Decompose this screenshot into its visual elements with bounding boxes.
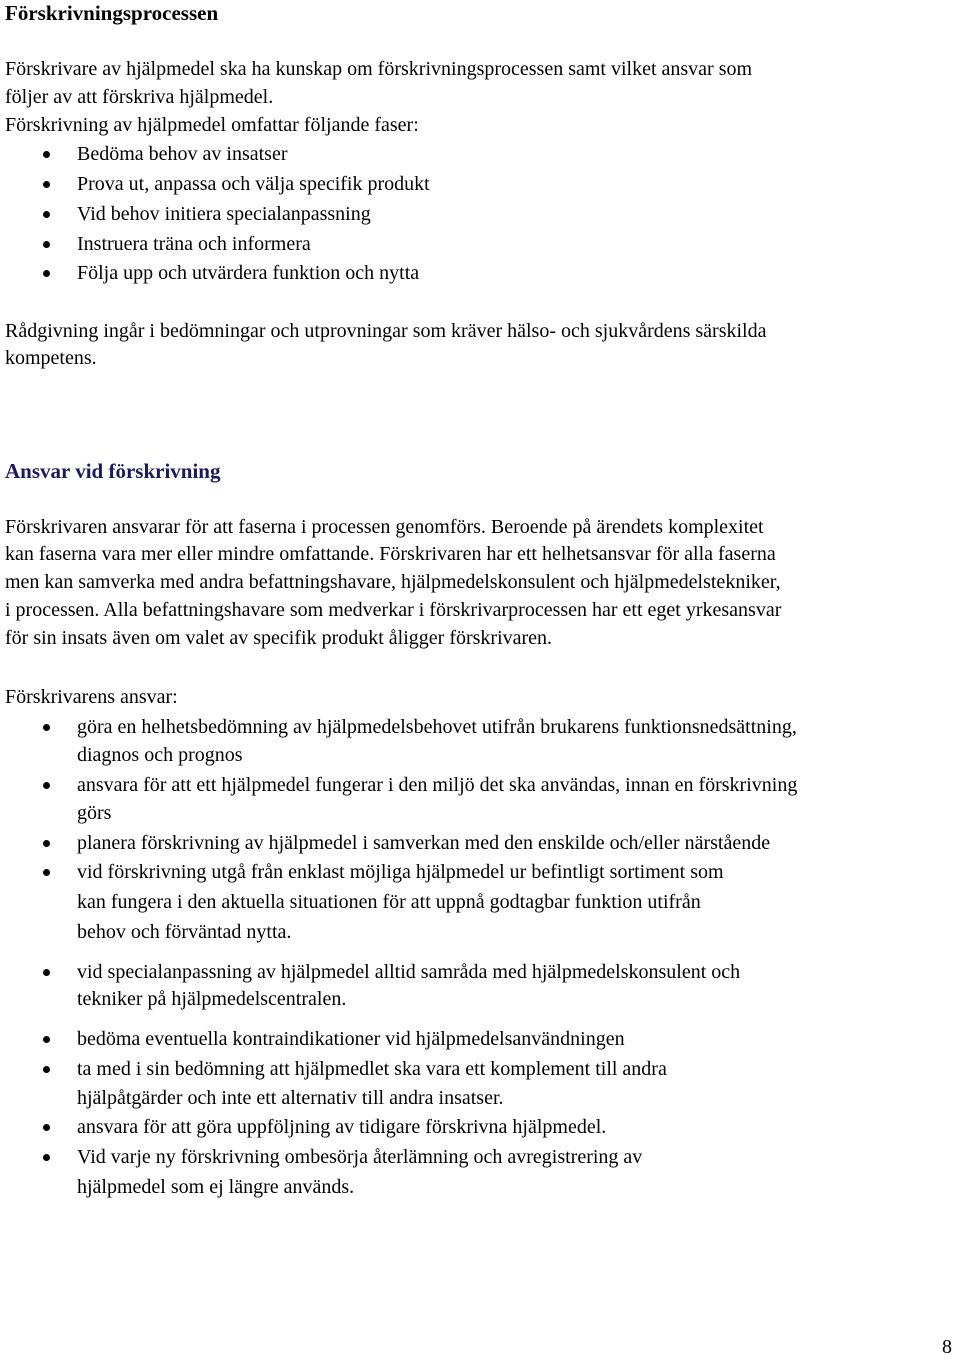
intro-text: Förskrivning av hjälpmedel omfattar följande faser: bbox=[5, 114, 419, 136]
bullet-icon bbox=[43, 181, 50, 188]
bullet-icon bbox=[43, 1036, 50, 1043]
responsibility-item: ansvara för att ett hjälpmedel fungerar i den miljö det ska användas, innan en förskrivning bbox=[77, 774, 798, 796]
responsibility-item: behov och förväntad nytta. bbox=[77, 921, 292, 943]
bullet-icon bbox=[43, 969, 50, 976]
responsibility-paragraph: kan faserna vara mer eller mindre omfattande. Förskrivaren har ett helhetsansvar för alla faserna bbox=[5, 543, 776, 565]
advice-text: Rådgivning ingår i bedömningar och utprovningar som kräver hälso- och sjukvårdens särskilda bbox=[5, 320, 767, 342]
responsibility-item: hjälpåtgärder och inte ett alternativ till andra insatser. bbox=[77, 1087, 504, 1109]
responsibility-item: hjälpmedel som ej längre används. bbox=[77, 1176, 355, 1198]
phase-item: Bedöma behov av insatser bbox=[77, 143, 288, 165]
bullet-icon bbox=[43, 840, 50, 847]
responsibility-paragraph: i processen. Alla befattningshavare som medverkar i förskrivarprocessen har ett eget yrkesansvar bbox=[5, 599, 782, 621]
responsibility-item: göra en helhetsbedömning av hjälpmedelsbehovet utifrån brukarens funktionsnedsättning, bbox=[77, 716, 797, 738]
responsibility-paragraph: Förskrivaren ansvarar för att faserna i processen genomförs. Beroende på ärendets komplexitet bbox=[5, 516, 764, 538]
phase-item: Prova ut, anpassa och välja specifik produkt bbox=[77, 173, 430, 195]
bullet-icon bbox=[43, 211, 50, 218]
phase-item: Vid behov initiera specialanpassning bbox=[77, 203, 371, 225]
page-title: Förskrivningsprocessen bbox=[5, 1, 219, 25]
responsibility-item: tekniker på hjälpmedelscentralen. bbox=[77, 988, 347, 1010]
bullet-icon bbox=[43, 151, 50, 158]
responsibility-paragraph: men kan samverka med andra befattningshavare, hjälpmedelskonsulent och hjälpmedelstekniker, bbox=[5, 571, 781, 593]
responsibility-item: ta med i sin bedömning att hjälpmedlet ska vara ett komplement till andra bbox=[77, 1058, 667, 1080]
phase-item: Följa upp och utvärdera funktion och nytta bbox=[77, 262, 420, 284]
bullet-icon bbox=[43, 270, 50, 277]
responsibility-item: planera förskrivning av hjälpmedel i samverkan med den enskilde och/eller närstående bbox=[77, 832, 771, 854]
intro-text: följer av att förskriva hjälpmedel. bbox=[5, 86, 274, 108]
intro-text: Förskrivare av hjälpmedel ska ha kunskap om förskrivningsprocessen samt vilket ansvar som bbox=[5, 58, 753, 80]
phase-item: Instruera träna och informera bbox=[77, 233, 311, 255]
responsibility-item: Vid varje ny förskrivning ombesörja återlämning och avregistrering av bbox=[77, 1146, 643, 1168]
responsibility-item: görs bbox=[77, 802, 112, 824]
bullet-icon bbox=[43, 782, 50, 789]
responsibility-paragraph: för sin insats även om valet av specifik produkt åligger förskrivaren. bbox=[5, 627, 553, 649]
bullet-icon bbox=[43, 1066, 50, 1073]
responsibility-item: kan fungera i den aktuella situationen för att uppnå godtagbar funktion utifrån bbox=[77, 891, 701, 913]
bullet-icon bbox=[43, 1154, 50, 1161]
page-number: 8 bbox=[942, 1336, 952, 1358]
responsibility-item: ansvara för att göra uppföljning av tidigare förskrivna hjälpmedel. bbox=[77, 1116, 607, 1138]
responsibility-item: vid specialanpassning av hjälpmedel alltid samråda med hjälpmedelskonsulent och bbox=[77, 961, 741, 983]
section-heading: Ansvar vid förskrivning bbox=[5, 459, 221, 483]
responsibility-item: diagnos och prognos bbox=[77, 744, 243, 766]
bullet-icon bbox=[43, 241, 50, 248]
bullet-icon bbox=[43, 869, 50, 876]
bullet-icon bbox=[43, 1124, 50, 1131]
responsibility-item: bedöma eventuella kontraindikationer vid hjälpmedelsanvändningen bbox=[77, 1028, 625, 1050]
responsibility-item: vid förskrivning utgå från enklast möjliga hjälpmedel ur befintligt sortiment som bbox=[77, 861, 724, 883]
responsibility-heading: Förskrivarens ansvar: bbox=[5, 686, 178, 708]
bullet-icon bbox=[43, 724, 50, 731]
advice-text: kompetens. bbox=[5, 347, 97, 369]
